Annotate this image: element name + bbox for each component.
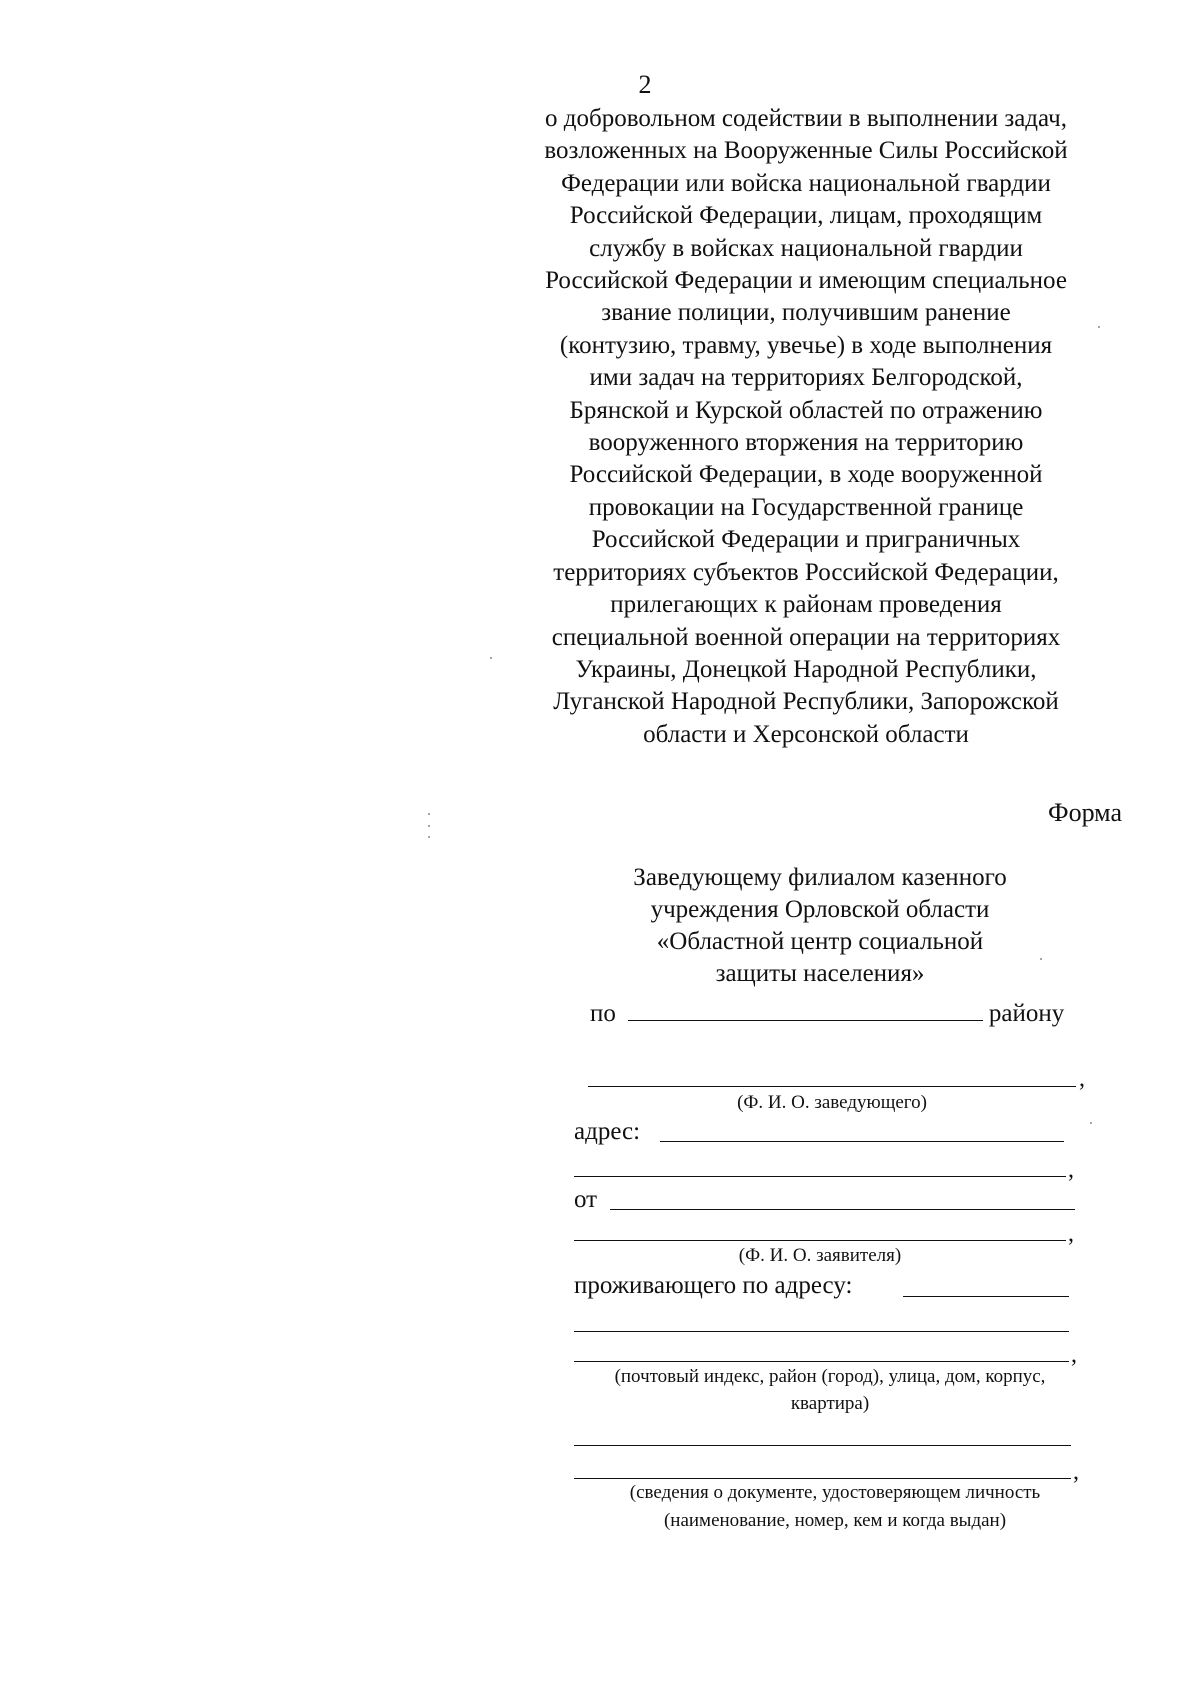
postal-caption-1: (почтовый индекс, район (город), улица, дом, корпус, bbox=[614, 1366, 1046, 1387]
district-row bbox=[590, 998, 1090, 1029]
address-blank-2[interactable] bbox=[574, 1176, 1066, 1177]
from-label: от bbox=[574, 1186, 598, 1213]
head-name-comma: , bbox=[1079, 1066, 1085, 1092]
scan-speck bbox=[490, 657, 492, 659]
id-doc-comma: , bbox=[1073, 1459, 1079, 1485]
title-line: звание полиции, получившим ранение bbox=[601, 299, 1011, 327]
district-blank[interactable] bbox=[628, 998, 983, 1021]
title-line: (контузию, травму, увечье) в ходе выполнения bbox=[559, 331, 1053, 359]
title-line: Луганской Народной Республики, Запорожской bbox=[553, 688, 1059, 716]
scan-speck bbox=[428, 813, 430, 815]
id-doc-blank-1[interactable] bbox=[574, 1445, 1071, 1446]
id-doc-caption-2: (наименование, номер, кем и когда выдан) bbox=[663, 1510, 1007, 1531]
title-line: прилегающих к районам проведения bbox=[610, 591, 1002, 619]
title-line: Брянской и Курской областей по отражению bbox=[569, 396, 1043, 424]
id-doc-blank-2[interactable] bbox=[574, 1478, 1071, 1479]
id-doc-caption-1: (сведения о документе, удостоверяющем личность bbox=[629, 1482, 1041, 1503]
addressee-line: учреждения Орловской области bbox=[650, 896, 990, 923]
title-line: Российской Федерации, лицам, проходящим bbox=[569, 202, 1043, 230]
scan-speck bbox=[428, 836, 430, 838]
page-number: 2 bbox=[638, 70, 652, 99]
addressee-block bbox=[560, 862, 1080, 990]
scan-speck bbox=[1040, 958, 1042, 960]
address-label: адрес: bbox=[574, 1118, 641, 1145]
scan-speck bbox=[1090, 1122, 1092, 1124]
scan-speck bbox=[1098, 326, 1100, 328]
from-blank-1[interactable] bbox=[610, 1209, 1075, 1210]
head-name-blank[interactable] bbox=[588, 1086, 1076, 1087]
from-comma: , bbox=[1068, 1221, 1074, 1247]
from-blank-2[interactable] bbox=[574, 1240, 1066, 1241]
title-block bbox=[505, 103, 1107, 751]
title-line: Украины, Донецкой Народной Республики, bbox=[575, 655, 1037, 683]
addressee-line: «Областной центр социальной bbox=[656, 928, 984, 955]
title-line: о добровольном содействии в выполнении задач, bbox=[545, 105, 1067, 132]
residing-blank-3[interactable] bbox=[574, 1361, 1069, 1362]
title-line: Федерации или войска национальной гвардии bbox=[561, 169, 1051, 197]
title-line: области и Херсонской области bbox=[643, 720, 969, 748]
title-line: службу в войсках национальной гвардии bbox=[589, 234, 1023, 262]
district-suffix: району bbox=[988, 1000, 1065, 1027]
head-name-caption: (Ф. И. О. заведующего) bbox=[737, 1092, 927, 1113]
title-line: специальной военной операции на территориях bbox=[551, 623, 1061, 651]
residing-blank-2[interactable] bbox=[574, 1331, 1069, 1332]
scan-speck bbox=[428, 825, 430, 827]
title-line: возложенных на Вооруженные Силы Российской bbox=[544, 137, 1068, 165]
title-line: провокации на Государственной границе bbox=[588, 493, 1024, 521]
title-line: вооруженного вторжения на территорию bbox=[588, 429, 1024, 457]
title-line: Российской Федерации и приграничных bbox=[591, 526, 1021, 554]
postal-caption-2: квартира) bbox=[790, 1393, 870, 1414]
title-line: Российской Федерации и имеющим специальное bbox=[545, 267, 1067, 295]
title-line: Российской Федерации, в ходе вооруженной bbox=[569, 461, 1043, 489]
address-blank-1[interactable] bbox=[660, 1141, 1064, 1142]
residing-label: проживающего по адресу: bbox=[574, 1272, 853, 1299]
residing-comma: , bbox=[1071, 1342, 1077, 1368]
applicant-name-caption: (Ф. И. О. заявителя) bbox=[738, 1245, 902, 1266]
residing-blank-1[interactable] bbox=[903, 1296, 1069, 1297]
title-line: ими задач на территориях Белгородской, bbox=[589, 364, 1023, 392]
addressee-line: Заведующему филиалом казенного bbox=[633, 864, 1007, 891]
district-prefix: по bbox=[590, 1000, 616, 1027]
addressee-line: защиты населения» bbox=[715, 960, 925, 987]
title-line: территориях субъектов Российской Федерации, bbox=[553, 558, 1059, 586]
form-label: Форма bbox=[1048, 798, 1122, 827]
address-comma: , bbox=[1068, 1157, 1074, 1183]
